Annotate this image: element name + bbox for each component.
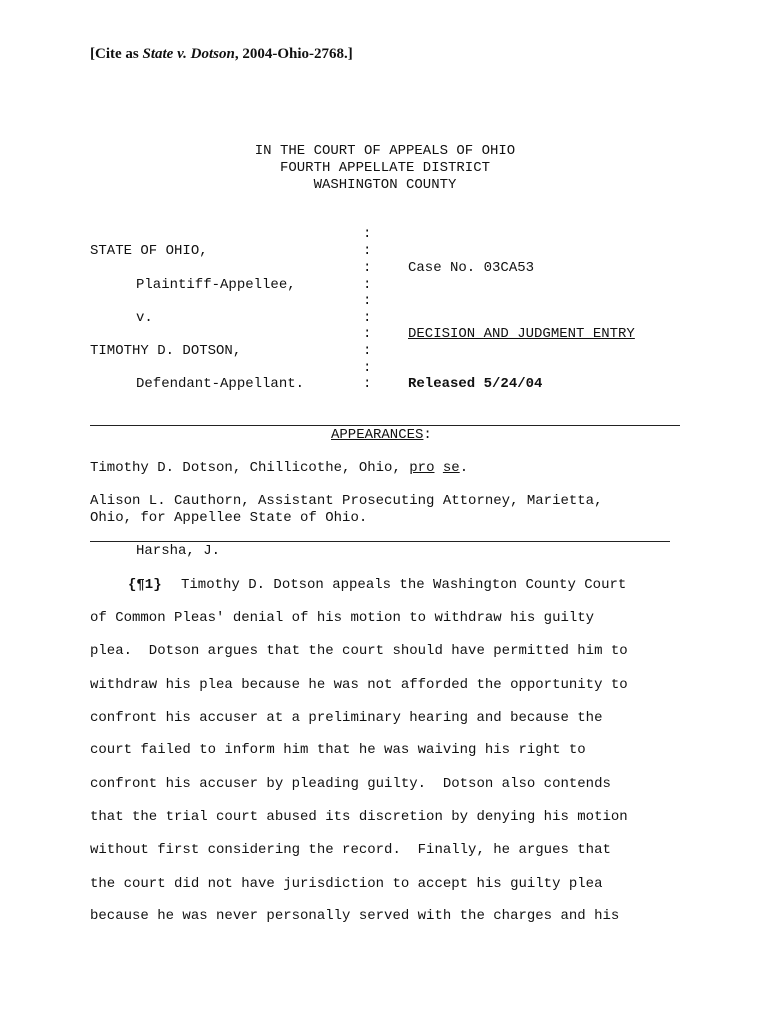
- court-name: IN THE COURT OF APPEALS OF OHIO: [254, 143, 516, 159]
- paragraph-line: because he was never personally served with the charges and his: [90, 908, 620, 924]
- caption-colon: :: [363, 260, 372, 276]
- caption-colon: :: [363, 343, 372, 359]
- versus-label: v.: [136, 310, 153, 326]
- caption-colon: :: [363, 376, 372, 392]
- appearance-appellee-line1: Alison L. Cauthorn, Assistant Prosecuting Attorney, Marietta,: [90, 493, 603, 509]
- defendant-name: TIMOTHY D. DOTSON,: [90, 343, 242, 359]
- paragraph-line: that the trial court abused its discretion by denying his motion: [90, 809, 628, 825]
- appearances-heading-colon: :: [423, 427, 432, 443]
- citation-header: [90, 46, 353, 63]
- court-county: WASHINGTON COUNTY: [313, 177, 457, 193]
- judge-name: Harsha, J.: [136, 543, 221, 559]
- appearance-period: .: [459, 460, 469, 476]
- appearances-heading-text: APPEARANCES: [331, 427, 424, 443]
- case-number: Case No. 03CA53: [408, 260, 535, 276]
- paragraph-line: confront his accuser at a preliminary hearing and because the: [90, 710, 603, 726]
- appearance-space: [434, 460, 442, 476]
- paragraph-line: Timothy D. Dotson appeals the Washington County Court: [181, 577, 627, 593]
- cite-prefix: [Cite as: [90, 46, 143, 62]
- appearance-appellant: [90, 460, 468, 476]
- caption-colon: :: [363, 360, 372, 376]
- plaintiff-role: Plaintiff-Appellee,: [136, 277, 296, 293]
- divider-bottom: [90, 541, 670, 542]
- entry-title: DECISION AND JUDGMENT ENTRY: [408, 326, 635, 342]
- caption-colon: :: [363, 326, 372, 342]
- release-date: Released 5/24/04: [408, 376, 543, 392]
- appearance-appellee-line2: Ohio, for Appellee State of Ohio.: [90, 510, 368, 526]
- appearances-heading: [331, 427, 432, 443]
- caption-colon: :: [363, 243, 372, 259]
- caption-colon-column: [363, 0, 397, 392]
- defendant-role: Defendant-Appellant.: [136, 376, 305, 392]
- paragraph-line: of Common Pleas' denial of his motion to withdraw his guilty: [90, 610, 595, 626]
- paragraph-line: plea. Dotson argues that the court should have permitted him to: [90, 643, 628, 659]
- appearance-se: se: [442, 460, 460, 476]
- divider-top: [90, 425, 680, 426]
- paragraph-line: confront his accuser by pleading guilty. Dotson also contends: [90, 776, 611, 792]
- caption-colon: :: [363, 277, 372, 293]
- appearance-appellant-text: Timothy D. Dotson, Chillicothe, Ohio,: [90, 460, 410, 476]
- appearance-pro: pro: [409, 460, 435, 476]
- caption-colon: :: [363, 293, 372, 309]
- plaintiff-name: STATE OF OHIO,: [90, 243, 208, 259]
- cite-suffix: , 2004-Ohio-2768.]: [234, 46, 353, 62]
- caption-colon: :: [363, 226, 372, 242]
- cite-case-name: State v. Dotson: [142, 46, 235, 62]
- paragraph-line: the court did not have jurisdiction to accept his guilty plea: [90, 876, 603, 892]
- court-district: FOURTH APPELLATE DISTRICT: [279, 160, 491, 176]
- paragraph-line: court failed to inform him that he was waiving his right to: [90, 742, 586, 758]
- caption-colon: :: [363, 310, 372, 326]
- paragraph-marker: {¶1}: [128, 577, 162, 593]
- paragraph-line: without first considering the record. Finally, he argues that: [90, 842, 611, 858]
- paragraph-line: withdraw his plea because he was not afforded the opportunity to: [90, 677, 628, 693]
